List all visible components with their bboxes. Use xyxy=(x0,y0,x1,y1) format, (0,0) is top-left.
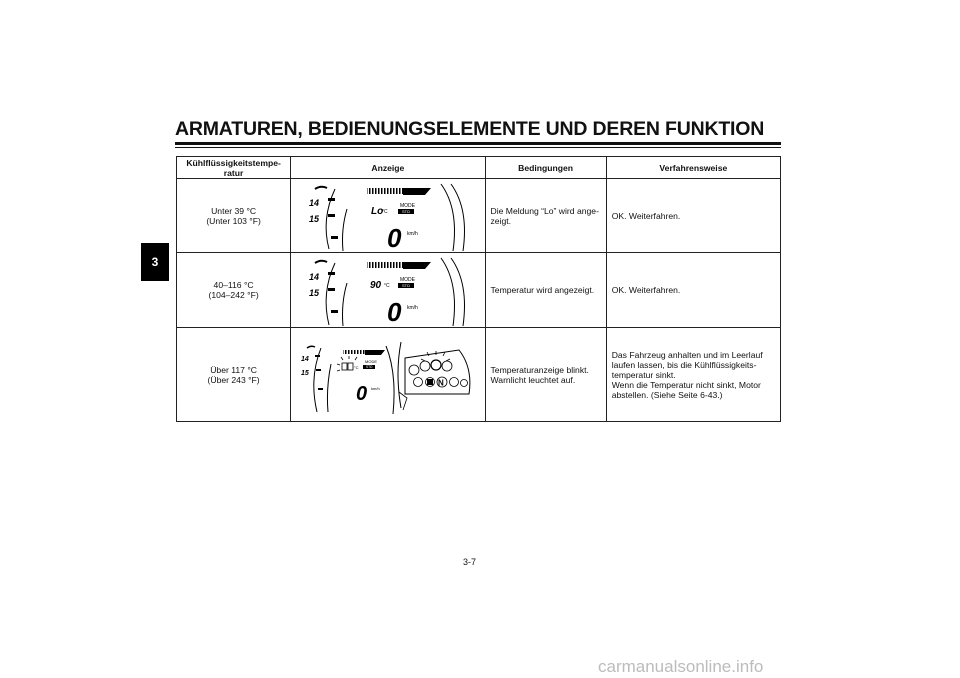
display-cell xyxy=(291,253,485,328)
dial-arc xyxy=(386,346,394,414)
header-rule-thick xyxy=(175,142,781,145)
gear-label-15: 15 xyxy=(301,370,309,377)
temperature-cell xyxy=(177,328,291,422)
temperature-fahrenheit: (104–242 °F) xyxy=(208,290,259,300)
procedure-cell xyxy=(606,253,780,328)
mode-value: STD xyxy=(402,209,411,214)
dial-arc xyxy=(343,209,348,251)
header-conditions: Bedingungen xyxy=(485,157,606,179)
dial-arc xyxy=(451,184,465,251)
temperature-fahrenheit: (Unter 103 °F) xyxy=(206,215,261,226)
dial-arc xyxy=(441,258,455,326)
mode-label: MODE xyxy=(400,203,416,209)
mode-label: MODE xyxy=(400,277,416,283)
temperature-readout: Lo xyxy=(371,206,384,217)
turn-signal-right-icon xyxy=(442,361,452,371)
watermark: carmanualsonline.info xyxy=(598,657,764,676)
immobilizer-indicator-icon xyxy=(461,380,468,387)
procedure-cell xyxy=(606,328,780,422)
condition-cell xyxy=(485,179,606,253)
procedure-text: OK. Weiterfahren. xyxy=(611,285,681,295)
mode-label: MODE xyxy=(365,359,378,364)
dial-arc xyxy=(314,348,321,412)
cluster-edge xyxy=(398,342,401,408)
abs-warning-icon xyxy=(450,378,459,387)
rev-bar-graph-icon xyxy=(367,262,431,269)
display-cell xyxy=(291,328,485,422)
gear-label-14: 14 xyxy=(301,356,309,363)
speed-readout: 0 xyxy=(356,383,368,405)
speed-unit: km/h xyxy=(371,386,380,391)
table-row xyxy=(177,328,781,422)
gear-label-15: 15 xyxy=(309,214,320,224)
speed-readout: 0 xyxy=(387,297,402,327)
page-header xyxy=(175,118,781,140)
mode-value: STD xyxy=(402,283,411,288)
dial-arc xyxy=(451,258,465,326)
coolant-temperature-warning-icon xyxy=(431,360,441,370)
tacho-mark-icon xyxy=(307,346,315,348)
high-beam-icon xyxy=(420,361,430,371)
tacho-segment xyxy=(328,288,335,291)
celsius-unit: °C xyxy=(354,365,359,370)
procedure-text: OK. Weiterfahren. xyxy=(611,210,681,221)
header-temperature-text: Kühlflüssigkeitstempe- ratur xyxy=(186,157,281,178)
fuel-icon xyxy=(427,379,433,385)
coolant-temperature-table xyxy=(176,156,781,422)
condition-text: Temperaturanzeige blinkt. Warnlicht leuchtet auf. xyxy=(490,364,589,385)
condition-text: Temperatur wird angezeigt. xyxy=(490,285,595,295)
chapter-tab: 3 xyxy=(141,243,169,281)
meter-illustration xyxy=(291,253,485,327)
oil-level-warning-icon xyxy=(414,378,423,387)
tacho-segment xyxy=(318,388,323,390)
temperature-cell xyxy=(177,179,291,253)
procedure-text: Das Fahrzeug anhalten und im Leerlauf laufen lassen, bis die Kühlflüssigkeits- temperatur sinkt. Wenn die Temperatur nicht sinkt, Motor abstellen. (Siehe Seite 6-43.) xyxy=(611,349,763,400)
temperature-fahrenheit: (Über 243 °F) xyxy=(207,374,260,385)
rev-bar-graph-icon xyxy=(343,350,385,355)
gear-label-14: 14 xyxy=(309,198,320,208)
speed-unit: km/h xyxy=(407,305,419,311)
table-row xyxy=(177,179,781,253)
neutral-letter: N xyxy=(438,378,444,388)
temperature-cell xyxy=(177,253,291,328)
meter-and-warning-illustration xyxy=(291,328,485,421)
tacho-segment xyxy=(328,214,335,217)
tacho-segment xyxy=(331,236,338,239)
header-temperature xyxy=(177,157,291,179)
tacho-segment xyxy=(331,310,338,313)
header-display: Anzeige xyxy=(291,157,485,179)
condition-text: Die Meldung “Lo” wird ange- zeigt. xyxy=(490,205,599,226)
condition-cell xyxy=(485,328,606,422)
speed-unit: km/h xyxy=(407,231,419,237)
celsius-unit: °C xyxy=(384,283,390,289)
temperature-celsius: Unter 39 °C xyxy=(211,205,257,216)
turn-signal-left-icon xyxy=(409,365,419,375)
page-title: ARMATUREN, BEDIENUNGSELEMENTE UND DEREN FUNKTION xyxy=(175,118,765,140)
display-cell xyxy=(291,179,485,253)
tacho-mark-icon xyxy=(315,261,327,263)
header-procedure: Verfahrensweise xyxy=(606,157,780,179)
page-number: 3-7 xyxy=(463,557,477,567)
temperature-celsius: Über 117 °C xyxy=(210,364,257,375)
rev-bar-graph-icon xyxy=(367,188,431,195)
gear-label-15: 15 xyxy=(309,288,320,298)
table-row xyxy=(177,253,781,328)
temperature-celsius: 40–116 °C xyxy=(213,280,254,290)
dial-arc xyxy=(328,364,332,412)
speed-readout: 0 xyxy=(387,223,402,252)
procedure-cell xyxy=(606,179,780,253)
mode-value: STD xyxy=(366,365,373,369)
header-rule-thin xyxy=(175,147,781,148)
tacho-segment xyxy=(316,369,321,371)
dial-arc xyxy=(441,184,455,251)
gear-label-14: 14 xyxy=(309,272,320,282)
dial-arc xyxy=(343,283,348,326)
tacho-mark-icon xyxy=(315,187,327,189)
meter-illustration xyxy=(291,179,485,252)
celsius-unit: °C xyxy=(382,209,388,215)
table-header-row xyxy=(177,157,781,179)
temperature-readout: 90 xyxy=(370,280,382,291)
condition-cell xyxy=(485,253,606,328)
